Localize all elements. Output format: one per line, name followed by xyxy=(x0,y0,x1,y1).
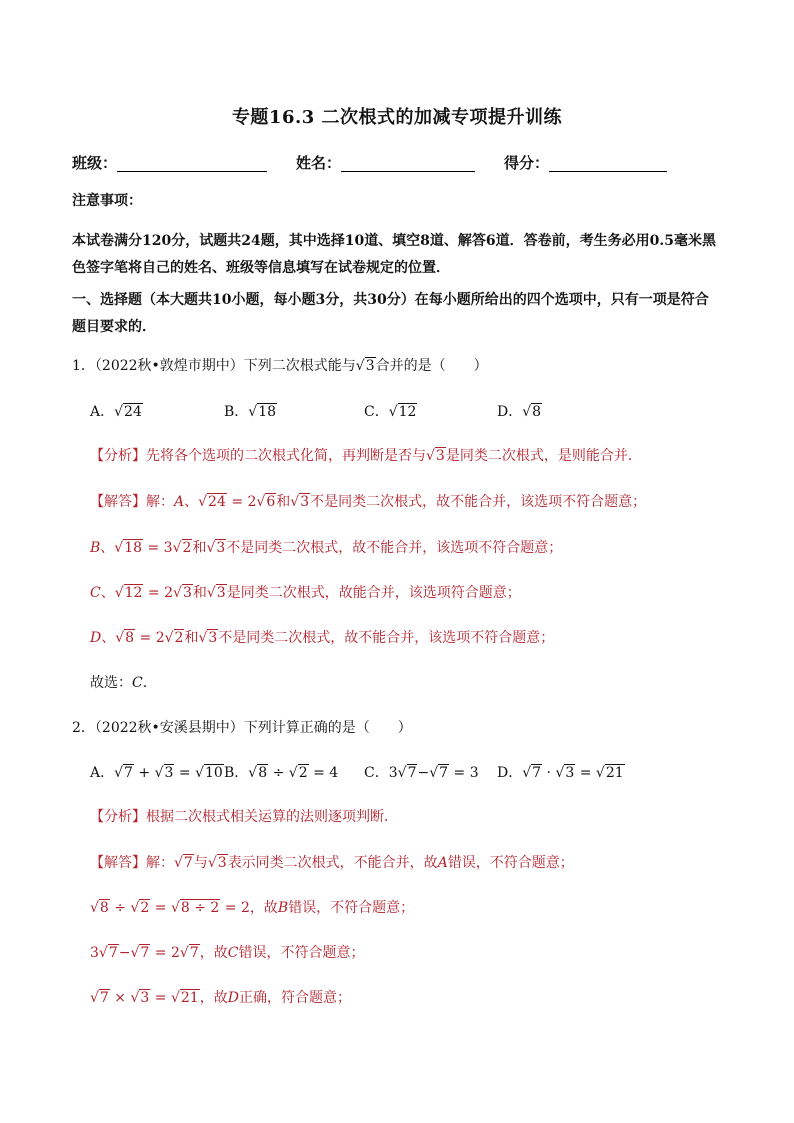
q1-option-b[interactable]: B．√ 18 xyxy=(224,401,277,421)
q1-answer-line: C、√ 12 = 2√ 3和√ 3是同类二次根式，故能合并，该选项符合题意； xyxy=(90,583,521,603)
name-field[interactable] xyxy=(296,152,475,173)
q2-answer-line: 【解答】解：√ 7与√ 3表示同类二次根式，不能合并，故A错误，不符合题意； xyxy=(90,853,574,873)
name-blank[interactable] xyxy=(341,155,475,172)
q2-option-c[interactable]: C．3√ 7−√ 7 = 3 xyxy=(364,762,479,782)
q1-answer-line: B、√ 18 = 3√ 2和√ 3不是同类二次根式，故不能合并，该选项不符合题意； xyxy=(90,538,562,558)
score-field[interactable] xyxy=(504,152,667,173)
score-label: 得分： xyxy=(504,154,550,172)
class-label: 班级： xyxy=(72,154,118,172)
radical: √ 3 xyxy=(356,356,376,376)
notice-heading: 注意事项： xyxy=(72,193,142,209)
q1-option-a[interactable]: A．√ 24 xyxy=(90,401,143,421)
question-1-stem: 1．（2022秋•敦煌市期中）下列二次根式能与√ 3合并的是（ ） xyxy=(72,356,488,376)
q1-answer-line: 【解答】解：A、√ 24 = 2√ 6和√ 3不是同类二次根式，故不能合并，该选项不符合题意； xyxy=(90,492,646,512)
class-blank[interactable] xyxy=(117,155,267,172)
q2-option-d[interactable]: D．√ 7 · √ 3 = √ 21 xyxy=(497,762,625,782)
page-title: 专题16.3 二次根式的加减专项提升训练 xyxy=(231,107,563,128)
q1-answer-line: D、√ 8 = 2√ 2和√ 3不是同类二次根式，故不能合并，该选项不符合题意； xyxy=(90,628,554,648)
class-field[interactable] xyxy=(72,152,267,173)
q2-option-b[interactable]: B．√ 8 ÷ √ 2 = 4 xyxy=(224,762,338,782)
q2-answer-line: 3√ 7−√ 7 = 2√ 7，故C错误，不符合题意； xyxy=(90,943,364,963)
q2-option-a[interactable]: A．√ 7 + √ 3 = √ 10 xyxy=(90,762,224,782)
q2-analysis: 【分析】根据二次根式相关运算的法则逐项判断． xyxy=(90,809,398,825)
q1-conclusion: 故选：C. xyxy=(90,675,148,691)
q2-answer-line: √ 7 × √ 3 = √ 21，故D正确，符合题意； xyxy=(90,988,351,1008)
score-blank[interactable] xyxy=(549,155,667,172)
name-label: 姓名： xyxy=(296,154,342,172)
q1-option-c[interactable]: C．√ 12 xyxy=(364,401,417,421)
section-heading: 一、选择题（本大题共10小题，每小题3分，共30分）在每小题所给出的四个选项中，只有一项是符合题目要求的． xyxy=(72,292,709,335)
q2-answer-line: √ 8 ÷ √ 2 = √ 8 ÷ 2 = 2，故B错误，不符合题意； xyxy=(90,898,414,918)
q1-analysis: 【分析】先将各个选项的二次根式化简，再判断是否与√ 3是同类二次根式，是则能合并． xyxy=(90,446,642,466)
notice-text: 本试卷满分120分，试题共24题，其中选择10道、填空8道、解答6道．答卷前，考生务必用0.5毫米黑色签字笔将自己的姓名、班级等信息填写在试卷规定的位置． xyxy=(72,233,717,276)
question-2-stem: 2．（2022秋•安溪县期中）下列计算正确的是（ ） xyxy=(72,720,412,736)
q1-option-d[interactable]: D．√ 8 xyxy=(497,401,542,421)
